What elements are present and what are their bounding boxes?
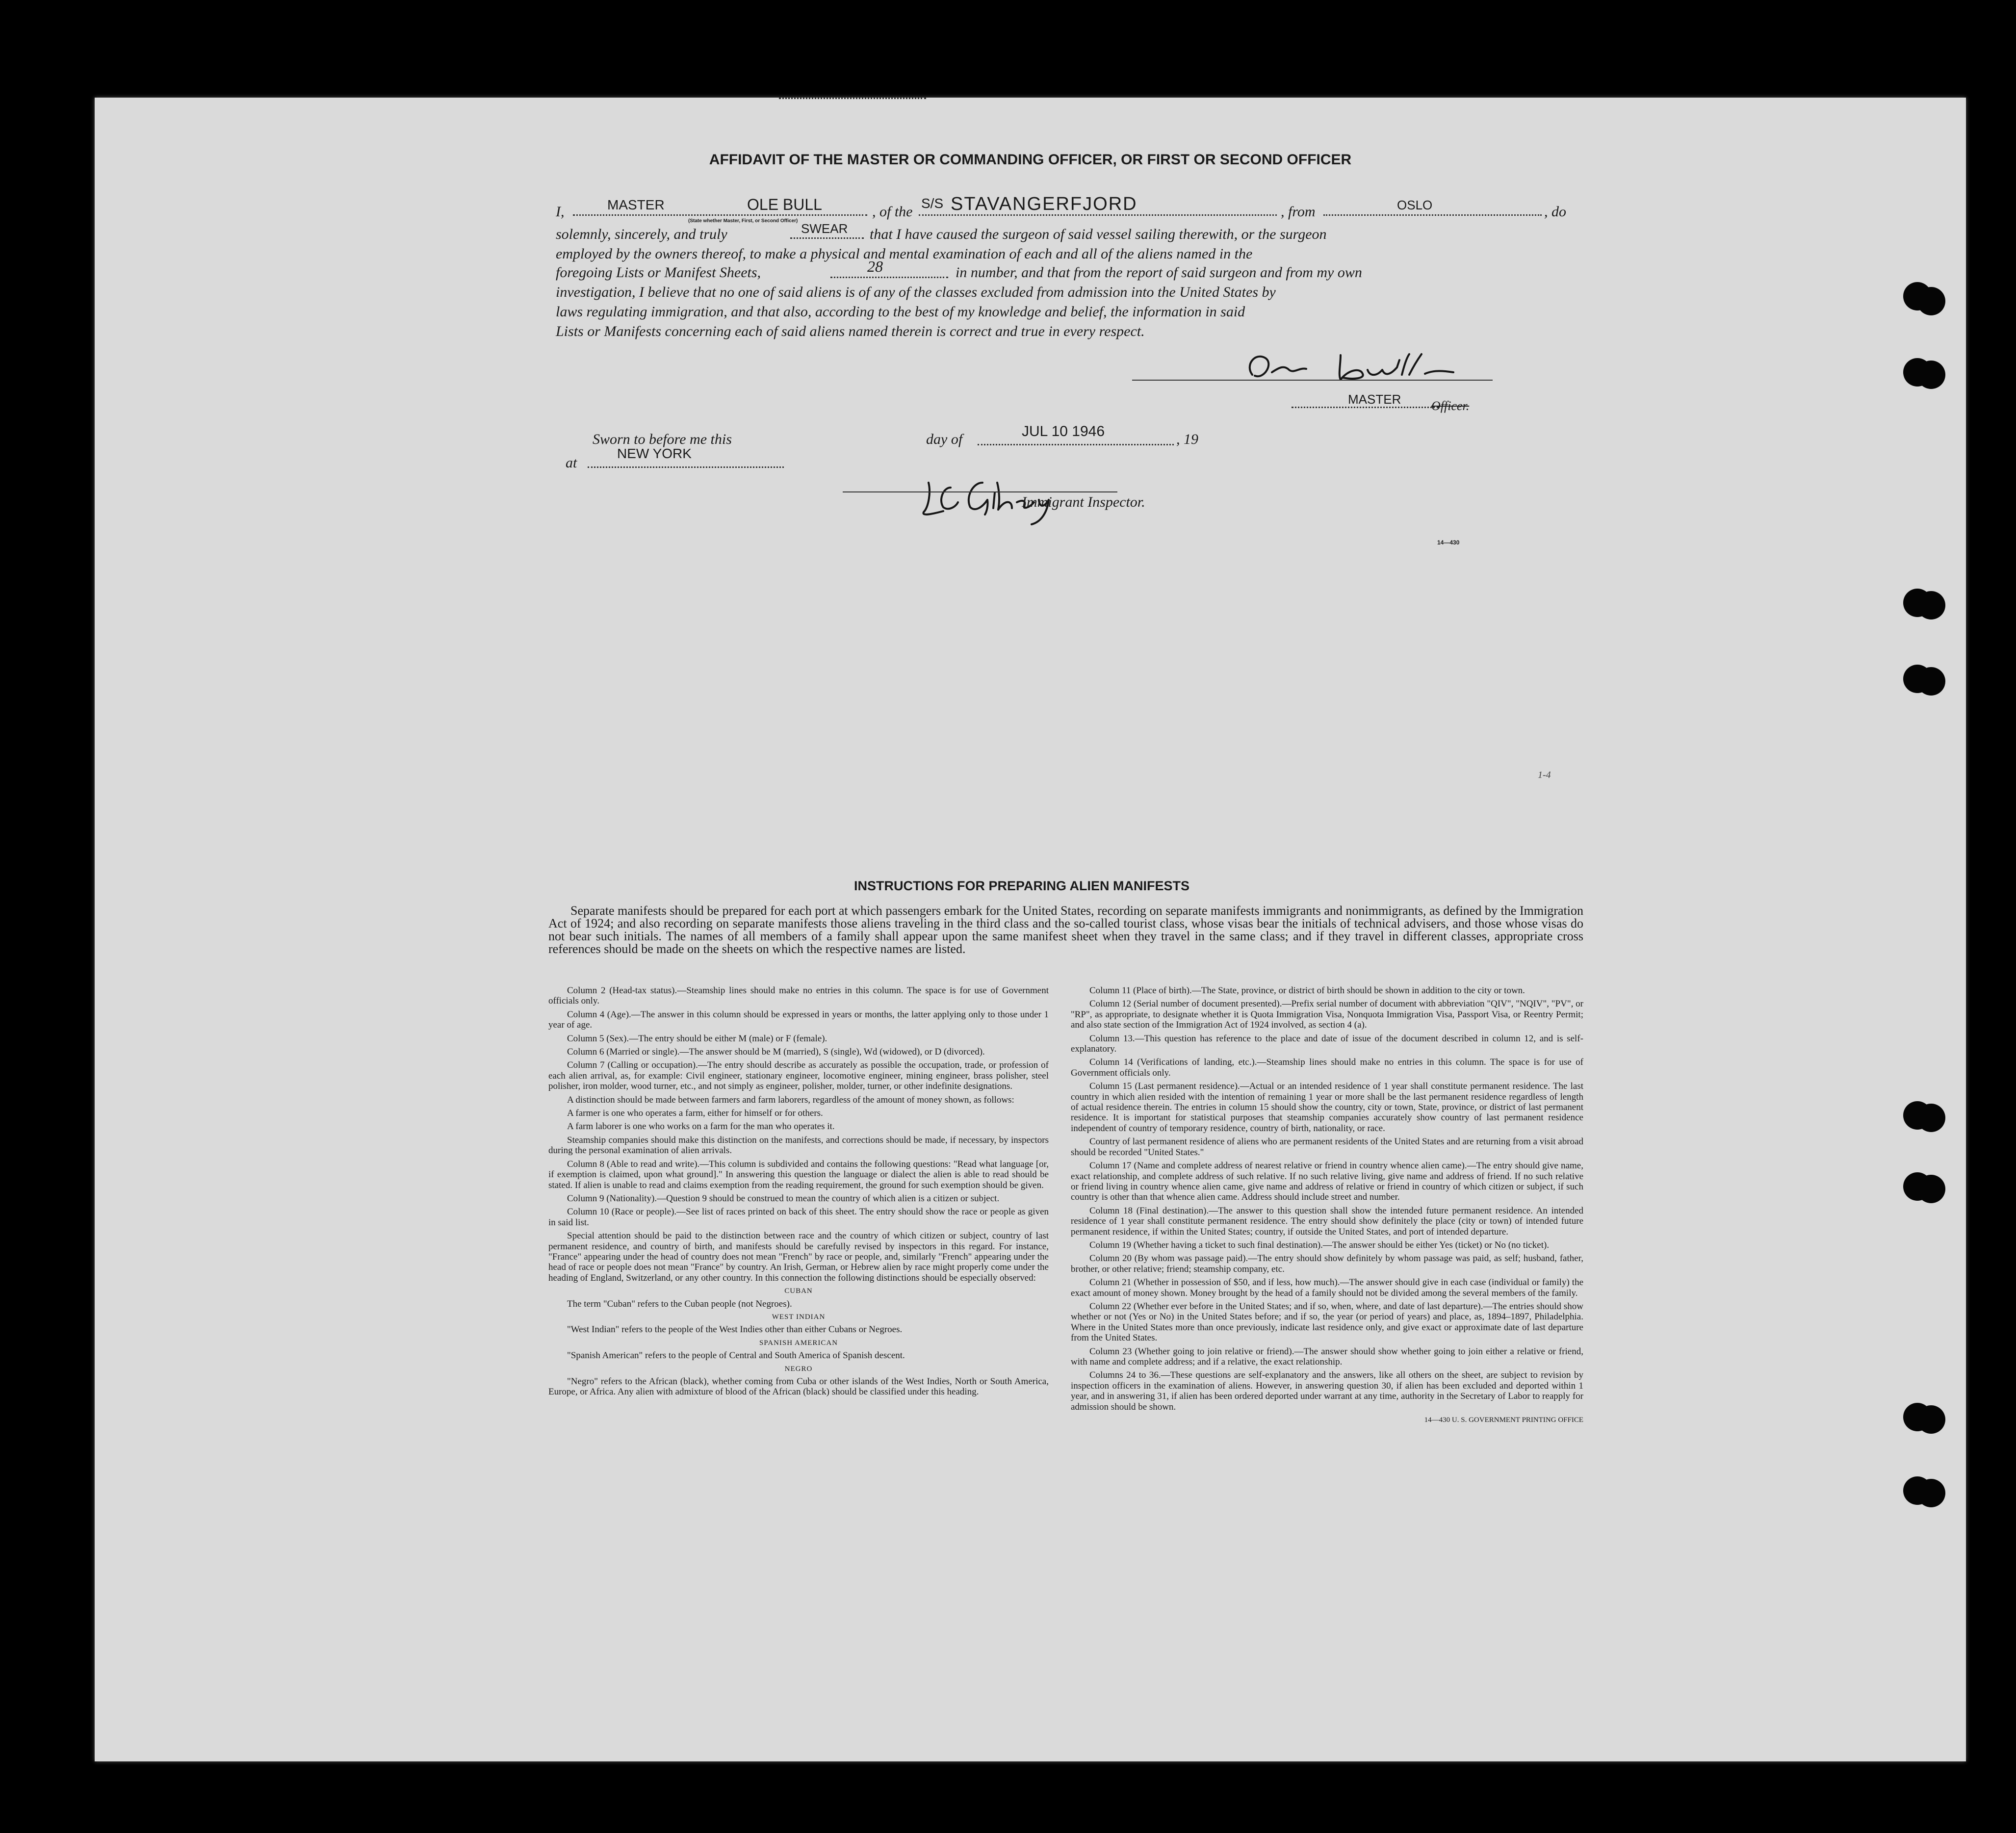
oath-after-text: that I have caused the surgeon of said vessel sailing therewith, or the surgeon [870,226,1327,242]
spanish-american-heading: SPANISH AMERICAN [759,1339,838,1347]
port-underline [1323,214,1542,216]
affidavit-line-5: investigation, I believe that no one of said aliens is of any of the classes excluded from admission into the United States by [556,284,1276,300]
col-9-instruction: Column 9 (Nationality).—Question 9 should be construed to mean the country of which alien is a citizen or subject. [567,1193,1000,1204]
col-8-instruction: Column 8 (Able to read and write).—This column is subdivided and contains the following questions: "Read what language [or, if exemption is claimed, upon what ground]." In answering this question the language or dialect the alien is able to read should be stated. If alien is unable to read and claims exemption from the reading requirement, the ground for such exemption should be given. [548,1159,1049,1190]
sworn-day-underline [779,98,926,99]
col-11-instruction: Column 11 (Place of birth).—The State, province, or district of birth should be shown in addition to the city or town. [1089,985,1525,996]
signature-title-underline [1292,407,1439,408]
residence-note: Country of last permanent residence of aliens who are permanent residents of the United States and are returning from a visit abroad should be recorded "United States." [1071,1136,1583,1158]
col-15-instruction: Column 15 (Last permanent residence).—Actual or an intended residence of 1 year shall constitute permanent residence. The last country in which alien resided with the intention of remaining 1 year or more shall be the last permanent residence regardless of length of actual residence therein. The entries in column 15 should show the country, city or town, State, province, or district of last permanent residence. It is important for statistical purposes that steamship companies accurately show country of last permanent residence independent of country of temporary residence, country of birth, nationality, or race. [1071,1081,1583,1134]
sworn-text: Sworn to before me this [593,431,732,447]
col-10-instruction: Column 10 (Race or people).—See list of races printed on back of this sheet. The entry should show the race or people as given in said list. [548,1207,1049,1228]
document-sheet [95,98,1966,1761]
oath-value: SWEAR [801,221,848,236]
count-after-text: in number, and that from the report of said surgeon and from my own [956,264,1362,281]
affidavit-line-7: Lists or Manifests concerning each of said aliens named therein is correct and true in every respect. [556,323,1145,339]
punch-hole [1917,591,1945,620]
col-23-instruction: Column 23 (Whether going to join relative or friend).—The answer should show whether going to join either a relative or friend, with name and complete address; and if a relative, the exact relationship. [1071,1346,1583,1367]
port-value: OSLO [1397,198,1433,212]
affidavit-line-6: laws regulating immigration, and that also, according to the best of my knowledge and belief, the information in said [556,304,1245,320]
col-19-instruction: Column 19 (Whether having a ticket to such final destination).—The answer should be either Yes (ticket) or No (no ticket). [1089,1239,1550,1250]
col-22-instruction: Column 22 (Whether ever before in the United States; and if so, when, where, and date of last departure).—The entries should show whether or not (Yes or No) in the United States before; and if so, the year (or period of years) and place, as, 1894–1897, Philadelphia. Where in the United States more than once previously, indicate last residence only, and give exact or approximate date of last departure from the United States. [1071,1301,1583,1343]
rank-note: (State whether Master, First, or Second Officer) [688,218,798,224]
place-underline [588,466,784,468]
count-underline [830,277,948,278]
printing-office-footer: 14—430 U. S. GOVERNMENT PRINTING OFFICE [1424,1416,1583,1424]
affidavit-line-3: employed by the owners thereof, to make a physical and mental examination of each and all of the aliens named in the [556,246,1253,262]
col-7-instruction: Column 7 (Calling or occupation).—The entry should describe as accurately as possible the occupation, trade, or profession of each alien arrival, as, for example: Civil engineer, stationary engineer, locomotive engineer, mining engineer, brass polisher, steel polisher, iron molder, wood turner, etc., and not simply as engineer, polisher, molder, turner, or other indefinite designations. [548,1060,1049,1092]
instructions-left-column [548,985,1049,1400]
at-text: at [566,455,577,471]
negro-text: "Negro" refers to the African (black), whether coming from Cuba or other islands of the West Indies, North or South America, Europe, or Africa. Any alien with admixture of blood of the African (black) should be classified under this heading. [548,1376,1049,1397]
farmer-distinction: A distinction should be made between farmers and farm laborers, regardless of the amount of money shown, as follows: [567,1094,1014,1105]
manifest-count-value: 28 [867,258,883,275]
punch-hole [1917,1479,1945,1507]
punch-hole [1917,1405,1945,1434]
farmer-definition: A farmer is one who operates a farm, either for himself or for others. [567,1108,823,1119]
master-name-value: OLE BULL [747,196,822,213]
cuban-text: The term "Cuban" refers to the Cuban people (not Negroes). [567,1298,792,1309]
col-4-instruction: Column 4 (Age).—The answer in this column should be expressed in years or months, the latter applying only to those under 1 year of age. [548,1009,1049,1031]
sworn-date-value: JUL 10 1946 [1022,423,1105,439]
sworn-date-underline [978,444,1174,445]
punch-hole [1917,1104,1945,1132]
punch-hole [1917,361,1945,389]
instructions-title: INSTRUCTIONS FOR PREPARING ALIEN MANIFESTS [853,878,1190,893]
spanish-american-text: "Spanish American" refers to the people of Central and South America of Spanish descent. [567,1350,905,1361]
col-14-instruction: Column 14 (Verifications of landing, etc.).—Steamship lines should make no entries in this column. The space is for use of Government officials only. [1071,1057,1583,1078]
punch-hole [1917,1175,1945,1203]
instructions-intro: Separate manifests should be prepared for each port at which passengers embark for the United States, recording on separate manifests immigrants and nonimmigrants, as defined by the Immigration Act of 1924; and also recording on separate manifests those aliens traveling in the third class and the so-called tourist class, whose visas bear the initials of technical advisers, and those whose visas do not bear such initials. The names of all members of a family shall appear upon the same manifest sheet when they travel in the same class; and if they travel in different classes, appropriate cross references should be made on the sheets on which the respective names are listed. [548,904,1583,956]
sworn-place-value: NEW YORK [617,446,692,461]
from-text: , from [1281,204,1316,220]
do-text: , do [1544,204,1566,220]
punch-hole [1917,287,1945,315]
col-6-instruction: Column 6 (Married or single).—The answer should be M (married), S (single), Wd (widowed), or D (divorced). [567,1047,985,1058]
negro-heading: NEGRO [784,1365,813,1373]
margin-note: 1-4 [1538,770,1551,780]
oath-underline [790,237,864,239]
officer-word: Officer. [1431,399,1470,413]
west-indian-text: "West Indian" refers to the people of the West Indies other than either Cubans or Negroes. [567,1324,903,1335]
col-20-instruction: Column 20 (By whom was passage paid).—The entry should show definitely by whom passage was paid, as self; husband, father, brother, or other relative; friend; steamship company, etc. [1071,1253,1583,1274]
punch-hole [1917,667,1945,696]
year-prefix: , 19 [1176,431,1198,447]
master-signature [1242,345,1458,389]
count-before-text: foregoing Lists or Manifest Sheets, [556,264,761,281]
farm-correction-note: Steamship companies should make this distinction on the manifests, and corrections should be made, if necessary, by inspectors during the personal examination of alien arrivals. [548,1135,1049,1156]
race-country-note: Special attention should be paid to the distinction between race and the country of which citizen or subject, country of last permanent residence, and country of birth, and manifests should be carefully revised by inspectors in this regard. For instance, "France" appearing under the head of country does not mean "French" by race or people, and, similarly "French" appearing under the head of race or people does not mean "France" by country. An Irish, German, or Hebrew alien by race might properly come under the heading of England, Switzerland, or any other country. In this connection the following distinctions should be especially observed: [548,1231,1049,1283]
col-2-instruction: Column 2 (Head-tax status).—Steamship lines should make no entries in this column. The space is for use of Government officials only. [548,985,1049,1007]
affidavit-title: AFFIDAVIT OF THE MASTER OR COMMANDING OFFICER, OR FIRST OR SECOND OFFICER [709,152,1352,168]
master-signature-line [1132,380,1493,381]
col-12-instruction: Column 12 (Serial number of document presented).—Prefix serial number of document with abbreviation "QIV", "NQIV", "PV", or "RP", as appropriate, to designate whether it is Quota Immigration Visa, Nonquota Immigration Visa, Passport Visa, or Reentry Permit; and also state section of the Immigration Act of 1924 involved, as section 4 (a). [1071,999,1583,1031]
instructions-right-column [1071,985,1583,1428]
col-18-instruction: Column 18 (Final destination).—The answer to this question shall show the intended future permanent residence. An intended residence of 1 year shall constitute permanent residence. The entry should show definitely the place (city or town) of intended future permanent residence, if within the United States; country, if outside the United States, and port of intended departure. [1071,1205,1583,1237]
col-24-36-instruction: Columns 24 to 36.—These questions are self-explanatory and the answers, like all others on the sheet, are subject to revision by inspection officers in the examination of aliens. However, in answering question 30, if alien has been excluded and deported within 1 year, and in answering 31, if alien has been ordered deported under warrant at any time, authority in the Secretary of Labor to reapply for admission should be shown. [1071,1370,1583,1412]
signature-title-value: MASTER [1348,392,1401,407]
day-of-text: day of [926,431,963,447]
farm-laborer-definition: A farm laborer is one who works on a farm for the man who operates it. [567,1121,835,1132]
inspector-title: Immigrant Inspector. [1022,494,1145,510]
form-number: 14—430 [1437,539,1460,546]
cuban-heading: CUBAN [784,1287,813,1295]
west-indian-heading: WEST INDIAN [772,1313,826,1321]
of-the-text: , of the [872,204,913,220]
col-13-instruction: Column 13.—This question has reference to the place and date of issue of the document described in column 12, and is self-explanatory. [1071,1033,1583,1055]
col-5-instruction: Column 5 (Sex).—The entry should be either M (male) or F (female). [567,1033,827,1044]
oath-before-text: solemnly, sincerely, and truly [556,226,727,242]
rank-value: MASTER [607,197,665,212]
affidavit-i: I, [556,204,565,220]
vessel-prefix: S/S [921,196,944,211]
col-17-instruction: Column 17 (Name and complete address of nearest relative or friend in country whence alien came).—The entry should give name, exact relationship, and complete address of such relative. If no such relative living, give name and address of friend. If no such relative or friend living in country whence alien came, give name and address of relative or friend in country of which citizen or subject, if such country is other than that whence alien came. Address should include street and number. [1071,1161,1583,1203]
col-21-instruction: Column 21 (Whether in possession of $50, and if less, how much).—The answer should give in each case (individual or family) the exact amount of money shown. Money brought by the head of a family should not be divided among the several members of the family. [1071,1277,1583,1298]
inspector-signature-line [843,491,1117,492]
vessel-name-value: STAVANGERFJORD [951,194,1137,214]
rank-underline [573,214,867,216]
